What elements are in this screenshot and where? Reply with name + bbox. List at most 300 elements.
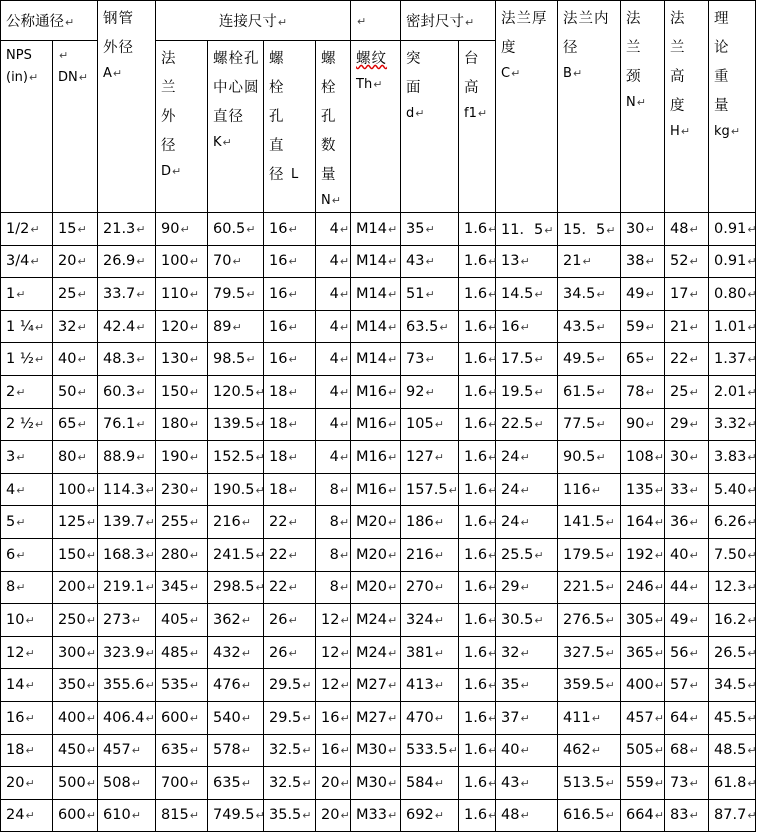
raised-height-cell: 1.6↵ [459, 441, 496, 474]
pipe-od-cell: 21.3↵ [98, 213, 156, 246]
pipe-od-cell: 139.7↵ [98, 506, 156, 539]
flange-neck-cell: 305↵ [621, 604, 665, 637]
table-row [1, 310, 756, 343]
raised-face-cell: 73↵ [401, 343, 459, 376]
raised-height-cell: 1.6↵ [459, 506, 496, 539]
bolt-hole-count-cell: 4↵ [316, 343, 351, 376]
thread-cell: M14↵ [351, 278, 401, 311]
table-row [1, 701, 756, 734]
nps-cell: 6↵ [1, 538, 53, 571]
flange-thickness-cell: 29↵ [496, 571, 558, 604]
weight-cell: 7.50↵ [709, 538, 756, 571]
pipe-od-cell: 60.3↵ [98, 375, 156, 408]
weight-cell: 34.5↵ [709, 669, 756, 702]
nps-cell: 10↵ [1, 604, 53, 637]
table-row [1, 375, 756, 408]
bolt-circle-cell: 120.5↵ [208, 375, 264, 408]
flange-neck-cell: 108↵ [621, 441, 665, 474]
flange-id-cell: 116↵ [558, 473, 621, 506]
thread-cell: M27↵ [351, 701, 401, 734]
nps-cell: 14↵ [1, 669, 53, 702]
dn-cell: 32↵ [53, 310, 98, 343]
bolt-hole-dia-cell: 18↵ [264, 473, 316, 506]
flange-id-cell: 359.5↵ [558, 669, 621, 702]
pipe-od-cell: 48.3↵ [98, 343, 156, 376]
bolt-hole-count-cell: 12↵ [316, 604, 351, 637]
bolt-circle-cell: 70↵ [208, 245, 264, 278]
dn-cell: 300↵ [53, 636, 98, 669]
bolt-circle-cell: 432↵ [208, 636, 264, 669]
weight-cell: 3.83↵ [709, 441, 756, 474]
bolt-hole-count-cell: 4↵ [316, 245, 351, 278]
table-row [1, 604, 756, 637]
flange-height-cell: 48↵ [665, 213, 709, 246]
table-row [1, 506, 756, 539]
pipe-od-cell: 610↵ [98, 799, 156, 832]
nps-header: NPS (in)↵ [1, 41, 53, 213]
flange-height-cell: 44↵ [665, 571, 709, 604]
flange-od-cell: 110↵ [156, 278, 208, 311]
dn-cell: 400↵ [53, 701, 98, 734]
bolt-circle-cell: 298.5↵ [208, 571, 264, 604]
sealing-dims-header: 密封尺寸↵ [401, 1, 496, 41]
flange-id-cell: 43.5↵ [558, 310, 621, 343]
raised-face-cell: 127↵ [401, 441, 459, 474]
flange-height-cell: 22↵ [665, 343, 709, 376]
flange-id-cell: 327.5↵ [558, 636, 621, 669]
weight-cell: 0.80↵ [709, 278, 756, 311]
table-row [1, 767, 756, 800]
flange-neck-cell: 90↵ [621, 408, 665, 441]
table-row [1, 538, 756, 571]
raised-face-cell: 92↵ [401, 375, 459, 408]
flange-thickness-cell: 48↵ [496, 799, 558, 832]
thread-cell: M14↵ [351, 213, 401, 246]
flange-id-cell: 462↵ [558, 734, 621, 767]
pipe-od-cell: 273↵ [98, 604, 156, 637]
table-row [1, 343, 756, 376]
thread-cell: M16↵ [351, 408, 401, 441]
raised-face-cell: 413↵ [401, 669, 459, 702]
flange-od-cell: 120↵ [156, 310, 208, 343]
raised-height-cell: 1.6↵ [459, 734, 496, 767]
flange-neck-cell: 457↵ [621, 701, 665, 734]
flange-od-cell: 700↵ [156, 767, 208, 800]
weight-cell: 5.40↵ [709, 473, 756, 506]
pipe-od-cell: 323.9↵ [98, 636, 156, 669]
bolt-hole-dia-cell: 29.5↵ [264, 669, 316, 702]
flange-thickness-cell: 40↵ [496, 734, 558, 767]
flange-height-cell: 30↵ [665, 441, 709, 474]
bolt-hole-count-cell: 4↵ [316, 441, 351, 474]
bolt-hole-dia-cell: 16↵ [264, 310, 316, 343]
flange-id-cell: 141.5↵ [558, 506, 621, 539]
flange-neck-cell: 365↵ [621, 636, 665, 669]
bolt-hole-dia-cell: 26↵ [264, 636, 316, 669]
dn-cell: 25↵ [53, 278, 98, 311]
flange-id-cell: 61.5↵ [558, 375, 621, 408]
flange-height-cell: 57↵ [665, 669, 709, 702]
flange-id-cell: 90.5↵ [558, 441, 621, 474]
table-row [1, 636, 756, 669]
bolt-circle-cell: 98.5↵ [208, 343, 264, 376]
nps-cell: 1↵ [1, 278, 53, 311]
thread-top-header: ↵ [351, 1, 401, 41]
bolt-hole-count-cell: 4↵ [316, 408, 351, 441]
flange-neck-cell: 65↵ [621, 343, 665, 376]
bolt-hole-dia-cell: 16↵ [264, 278, 316, 311]
raised-face-cell: 270↵ [401, 571, 459, 604]
thread-header: 螺纹 Th↵ [351, 41, 401, 213]
flange-thickness-cell: 35↵ [496, 669, 558, 702]
flange-neck-cell: 78↵ [621, 375, 665, 408]
pipe-od-cell: 457↵ [98, 734, 156, 767]
flange-height-cell: 25↵ [665, 375, 709, 408]
bolt-circle-cell: 749.5↵ [208, 799, 264, 832]
raised-height-cell: 1.6↵ [459, 245, 496, 278]
flange-od-cell: 535↵ [156, 669, 208, 702]
bolt-hole-dia-cell: 22↵ [264, 538, 316, 571]
dn-cell: 250↵ [53, 604, 98, 637]
flange-id-cell: 616.5↵ [558, 799, 621, 832]
raised-face-cell: 470↵ [401, 701, 459, 734]
bolt-circle-cell: 190.5↵ [208, 473, 264, 506]
nps-cell: 8↵ [1, 571, 53, 604]
raised-face-cell: 533.5↵ [401, 734, 459, 767]
flange-neck-cell: 135↵ [621, 473, 665, 506]
flange-id-cell: 21↵ [558, 245, 621, 278]
weight-cell: 87.7↵ [709, 799, 756, 832]
raised-face-cell: 692↵ [401, 799, 459, 832]
flange-od-cell: 180↵ [156, 408, 208, 441]
bolt-hole-count-cell: 16↵ [316, 734, 351, 767]
raised-height-cell: 1.6↵ [459, 636, 496, 669]
raised-face-cell: 324↵ [401, 604, 459, 637]
flange-height-cell: 49↵ [665, 604, 709, 637]
table-row [1, 571, 756, 604]
pipe-od-cell: 76.1↵ [98, 408, 156, 441]
dn-cell: 450↵ [53, 734, 98, 767]
flange-od-cell: 190↵ [156, 441, 208, 474]
dn-cell: 40↵ [53, 343, 98, 376]
bolt-hole-dia-header: 螺栓孔直径 L [264, 41, 316, 213]
raised-face-cell: 43↵ [401, 245, 459, 278]
raised-face-cell: 105↵ [401, 408, 459, 441]
table-row [1, 441, 756, 474]
flange-od-cell: 635↵ [156, 734, 208, 767]
dn-cell: 50↵ [53, 375, 98, 408]
pipe-od-cell: 508↵ [98, 767, 156, 800]
dn-cell: 600↵ [53, 799, 98, 832]
raised-height-cell: 1.6↵ [459, 799, 496, 832]
bolt-hole-count-cell: 4↵ [316, 213, 351, 246]
flange-od-cell: 90↵ [156, 213, 208, 246]
dn-cell: 125↵ [53, 506, 98, 539]
bolt-hole-count-cell: 8↵ [316, 473, 351, 506]
nps-cell: 5↵ [1, 506, 53, 539]
bolt-hole-count-cell: 12↵ [316, 636, 351, 669]
header-row-1 [1, 1, 756, 41]
bolt-hole-dia-cell: 18↵ [264, 441, 316, 474]
pipe-od-cell: 42.4↵ [98, 310, 156, 343]
flange-height-cell: 29↵ [665, 408, 709, 441]
table-row [1, 734, 756, 767]
dn-cell: 500↵ [53, 767, 98, 800]
flange-neck-cell: 59↵ [621, 310, 665, 343]
table-row [1, 473, 756, 506]
flange-neck-cell: 505↵ [621, 734, 665, 767]
bolt-hole-dia-cell: 35.5↵ [264, 799, 316, 832]
flange-neck-cell: 664↵ [621, 799, 665, 832]
raised-height-cell: 1.6↵ [459, 604, 496, 637]
flange-thickness-cell: 19.5↵ [496, 375, 558, 408]
bolt-hole-count-cell: 4↵ [316, 375, 351, 408]
flange-id-cell: 49.5↵ [558, 343, 621, 376]
weight-cell: 0.91↵ [709, 245, 756, 278]
flange-height-cell: 21↵ [665, 310, 709, 343]
table-row [1, 213, 756, 246]
thread-cell: M30↵ [351, 734, 401, 767]
bolt-circle-cell: 540↵ [208, 701, 264, 734]
flange-height-cell: 33↵ [665, 473, 709, 506]
thread-cell: M16↵ [351, 473, 401, 506]
weight-header: 理论重量 kg↵ [709, 1, 756, 213]
thread-cell: M14↵ [351, 310, 401, 343]
nps-cell: 1 ¼↵ [1, 310, 53, 343]
bolt-circle-cell: 60.5↵ [208, 213, 264, 246]
table-row [1, 278, 756, 311]
bolt-hole-count-cell: 8↵ [316, 506, 351, 539]
flange-od-cell: 405↵ [156, 604, 208, 637]
bolt-hole-count-cell: 8↵ [316, 571, 351, 604]
flange-thickness-cell: 17.5↵ [496, 343, 558, 376]
flange-od-cell: 815↵ [156, 799, 208, 832]
nps-cell: 20↵ [1, 767, 53, 800]
flange-id-cell: 15．5↵ [558, 213, 621, 246]
flange-thickness-cell: 13↵ [496, 245, 558, 278]
bolt-hole-count-cell: 20↵ [316, 799, 351, 832]
flange-height-cell: 52↵ [665, 245, 709, 278]
nominal-size-header: 公称通径↵ [1, 1, 98, 41]
bolt-circle-cell: 139.5↵ [208, 408, 264, 441]
bolt-hole-count-cell: 16↵ [316, 701, 351, 734]
flange-neck-cell: 559↵ [621, 767, 665, 800]
weight-cell: 16.2↵ [709, 604, 756, 637]
dn-cell: 350↵ [53, 669, 98, 702]
raised-face-cell: 216↵ [401, 538, 459, 571]
raised-height-header: 台高 f1↵ [459, 41, 496, 213]
bolt-hole-dia-cell: 16↵ [264, 343, 316, 376]
thread-cell: M33↵ [351, 799, 401, 832]
flange-od-cell: 100↵ [156, 245, 208, 278]
nps-cell: 1/2↵ [1, 213, 53, 246]
flange-height-cell: 68↵ [665, 734, 709, 767]
dn-cell: 150↵ [53, 538, 98, 571]
pipe-od-cell: 88.9↵ [98, 441, 156, 474]
flange-thickness-cell: 30.5↵ [496, 604, 558, 637]
nps-cell: 12↵ [1, 636, 53, 669]
flange-id-cell: 411↵ [558, 701, 621, 734]
dn-cell: 80↵ [53, 441, 98, 474]
bolt-hole-dia-cell: 22↵ [264, 506, 316, 539]
flange-od-cell: 130↵ [156, 343, 208, 376]
nps-cell: 3↵ [1, 441, 53, 474]
raised-face-cell: 51↵ [401, 278, 459, 311]
bolt-circle-cell: 89↵ [208, 310, 264, 343]
flange-height-cell: 36↵ [665, 506, 709, 539]
flange-id-cell: 276.5↵ [558, 604, 621, 637]
flange-thickness-cell: 24↵ [496, 441, 558, 474]
flange-thickness-cell: 24↵ [496, 473, 558, 506]
weight-cell: 6.26↵ [709, 506, 756, 539]
flange-id-cell: 179.5↵ [558, 538, 621, 571]
raised-face-cell: 381↵ [401, 636, 459, 669]
bolt-hole-count-cell: 20↵ [316, 767, 351, 800]
thread-cell: M16↵ [351, 375, 401, 408]
raised-height-cell: 1.6↵ [459, 571, 496, 604]
dn-cell: 20↵ [53, 245, 98, 278]
weight-cell: 1.01↵ [709, 310, 756, 343]
raised-height-cell: 1.6↵ [459, 408, 496, 441]
flange-neck-cell: 192↵ [621, 538, 665, 571]
raised-height-cell: 1.6↵ [459, 538, 496, 571]
dn-cell: 200↵ [53, 571, 98, 604]
thread-cell: M20↵ [351, 571, 401, 604]
flange-neck-cell: 400↵ [621, 669, 665, 702]
bolt-circle-cell: 152.5↵ [208, 441, 264, 474]
bolt-hole-count-cell: 8↵ [316, 538, 351, 571]
table-row [1, 245, 756, 278]
flange-neck-cell: 164↵ [621, 506, 665, 539]
raised-height-cell: 1.6↵ [459, 213, 496, 246]
dn-cell: 15↵ [53, 213, 98, 246]
flange-thickness-cell: 25.5↵ [496, 538, 558, 571]
bolt-circle-cell: 635↵ [208, 767, 264, 800]
flange-od-cell: 150↵ [156, 375, 208, 408]
raised-height-cell: 1.6↵ [459, 701, 496, 734]
thread-cell: M20↵ [351, 538, 401, 571]
raised-height-cell: 1.6↵ [459, 375, 496, 408]
dn-cell: 100↵ [53, 473, 98, 506]
flange-height-cell: 73↵ [665, 767, 709, 800]
bolt-hole-dia-cell: 32.5↵ [264, 734, 316, 767]
nps-cell: 4↵ [1, 473, 53, 506]
raised-height-cell: 1.6↵ [459, 767, 496, 800]
bolt-circle-cell: 362↵ [208, 604, 264, 637]
flange-od-cell: 280↵ [156, 538, 208, 571]
pipe-od-cell: 168.3↵ [98, 538, 156, 571]
pipe-od-cell: 355.6↵ [98, 669, 156, 702]
raised-face-cell: 584↵ [401, 767, 459, 800]
nps-cell: 16↵ [1, 701, 53, 734]
bolt-hole-dia-cell: 16↵ [264, 213, 316, 246]
flange-height-cell: 17↵ [665, 278, 709, 311]
bolt-hole-count-header: 螺栓孔数量 N↵ [316, 41, 351, 213]
weight-cell: 2.01↵ [709, 375, 756, 408]
flange-od-cell: 345↵ [156, 571, 208, 604]
thread-cell: M20↵ [351, 506, 401, 539]
flange-neck-header: 法兰颈 N↵ [621, 1, 665, 213]
flange-od-header: 法兰外径 D↵ [156, 41, 208, 213]
thread-cell: M14↵ [351, 245, 401, 278]
thread-cell: M24↵ [351, 636, 401, 669]
flange-thickness-cell: 11．5↵ [496, 213, 558, 246]
flange-thickness-cell: 22.5↵ [496, 408, 558, 441]
table-row [1, 669, 756, 702]
table-row [1, 799, 756, 832]
flange-od-cell: 255↵ [156, 506, 208, 539]
nps-cell: 1 ½↵ [1, 343, 53, 376]
raised-height-cell: 1.6↵ [459, 669, 496, 702]
flange-neck-cell: 38↵ [621, 245, 665, 278]
nps-cell: 3/4↵ [1, 245, 53, 278]
flange-id-header: 法兰内径 B↵ [558, 1, 621, 213]
nps-cell: 18↵ [1, 734, 53, 767]
thread-cell: M27↵ [351, 669, 401, 702]
flange-thickness-cell: 43↵ [496, 767, 558, 800]
nps-cell: 24↵ [1, 799, 53, 832]
weight-cell: 26.5↵ [709, 636, 756, 669]
raised-face-header: 突面 d↵ [401, 41, 459, 213]
flange-neck-cell: 30↵ [621, 213, 665, 246]
flange-id-cell: 34.5↵ [558, 278, 621, 311]
weight-cell: 3.32↵ [709, 408, 756, 441]
weight-cell: 61.8↵ [709, 767, 756, 800]
flange-height-cell: 56↵ [665, 636, 709, 669]
thread-cell: M30↵ [351, 767, 401, 800]
flange-id-cell: 77.5↵ [558, 408, 621, 441]
bolt-hole-count-cell: 12↵ [316, 669, 351, 702]
flange-thickness-cell: 37↵ [496, 701, 558, 734]
bolt-circle-header: 螺栓孔中心圆直径 K↵ [208, 41, 264, 213]
weight-cell: 48.5↵ [709, 734, 756, 767]
table-row [1, 408, 756, 441]
flange-height-cell: 64↵ [665, 701, 709, 734]
flange-thickness-cell: 32↵ [496, 636, 558, 669]
bolt-hole-dia-cell: 32.5↵ [264, 767, 316, 800]
nps-cell: 2↵ [1, 375, 53, 408]
flange-od-cell: 230↵ [156, 473, 208, 506]
pipe-od-cell: 219.1↵ [98, 571, 156, 604]
bolt-hole-dia-cell: 22↵ [264, 571, 316, 604]
raised-face-cell: 63.5↵ [401, 310, 459, 343]
flange-od-cell: 600↵ [156, 701, 208, 734]
bolt-hole-dia-cell: 16↵ [264, 245, 316, 278]
flange-height-cell: 83↵ [665, 799, 709, 832]
raised-face-cell: 35↵ [401, 213, 459, 246]
bolt-circle-cell: 241.5↵ [208, 538, 264, 571]
bolt-hole-dia-cell: 18↵ [264, 375, 316, 408]
pipe-od-cell: 33.7↵ [98, 278, 156, 311]
pipe-od-cell: 406.4↵ [98, 701, 156, 734]
weight-cell: 0.91↵ [709, 213, 756, 246]
thread-cell: M24↵ [351, 604, 401, 637]
flange-thickness-cell: 24↵ [496, 506, 558, 539]
raised-height-cell: 1.6↵ [459, 473, 496, 506]
dn-cell: 65↵ [53, 408, 98, 441]
raised-height-cell: 1.6↵ [459, 310, 496, 343]
bolt-circle-cell: 79.5↵ [208, 278, 264, 311]
flange-thickness-cell: 16↵ [496, 310, 558, 343]
pipe-od-cell: 26.9↵ [98, 245, 156, 278]
weight-cell: 1.37↵ [709, 343, 756, 376]
pipe-od-cell: 114.3↵ [98, 473, 156, 506]
connection-dims-header: 连接尺寸↵ [156, 1, 351, 41]
bolt-hole-dia-cell: 18↵ [264, 408, 316, 441]
raised-height-cell: 1.6↵ [459, 343, 496, 376]
flange-neck-cell: 49↵ [621, 278, 665, 311]
raised-face-cell: 157.5↵ [401, 473, 459, 506]
